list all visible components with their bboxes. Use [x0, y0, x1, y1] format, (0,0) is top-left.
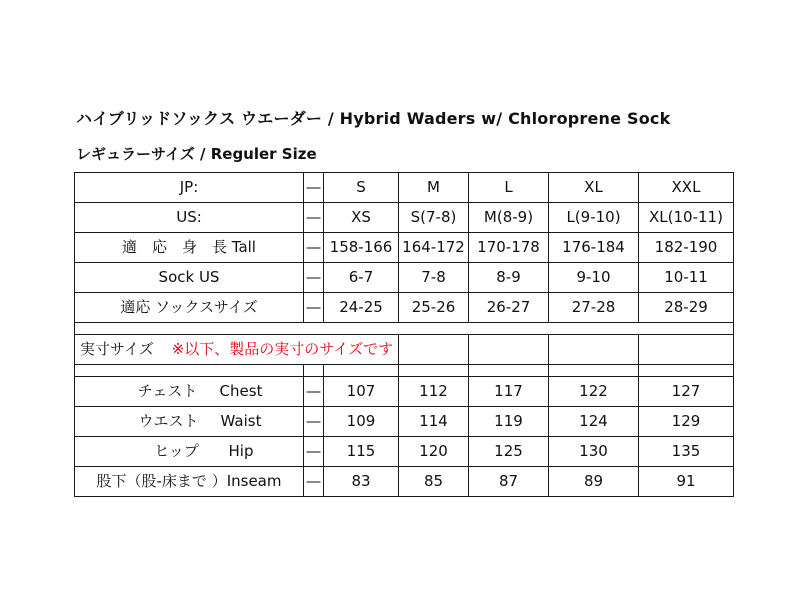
table-row-hip	[75, 437, 734, 467]
table-cell: 119	[469, 407, 549, 437]
chart-subtitle: レギュラーサイズ / Reguler Size	[76, 145, 317, 163]
table-cell: 125	[469, 437, 549, 467]
chart-title: ハイブリッドソックス ウエーダー / Hybrid Waders w/ Chloroprene Sock	[76, 109, 671, 128]
empty-cell	[639, 335, 734, 365]
table-cell: 158-166	[324, 233, 399, 263]
table-row-sock-us	[75, 263, 734, 293]
table-cell: 91	[639, 467, 734, 497]
section-note: ※以下、製品の実寸のサイズです	[171, 340, 394, 358]
table-cell: 6-7	[324, 263, 399, 293]
table-cell: 117	[469, 377, 549, 407]
empty-cell	[639, 365, 734, 377]
table-cell: 120	[399, 437, 469, 467]
table-cell: XXL	[639, 173, 734, 203]
row-label-ja: ヒップ	[154, 442, 199, 460]
table-cell: XS	[324, 203, 399, 233]
table-cell: 182-190	[639, 233, 734, 263]
table-row-sock-size	[75, 293, 734, 323]
table-row-jp-size	[75, 173, 734, 203]
row-label-ja: 股下（股-床まで ）	[96, 472, 227, 490]
empty-cell	[399, 365, 469, 377]
spacer-cell	[75, 323, 734, 335]
dash-cell: ―	[304, 467, 324, 497]
table-row-waist	[75, 407, 734, 437]
table-cell: 135	[639, 437, 734, 467]
table-cell: 124	[549, 407, 639, 437]
section-header-row	[75, 335, 734, 365]
table-cell: 28-29	[639, 293, 734, 323]
table-row-inseam	[75, 467, 734, 497]
row-label-waist	[75, 407, 304, 437]
row-label-en: Waist	[220, 412, 262, 430]
table-cell: M(8-9)	[469, 203, 549, 233]
row-label-ja: ウエスト	[138, 412, 199, 430]
dash-cell: ―	[304, 263, 324, 293]
spacer-row	[75, 365, 734, 377]
row-label-jp: JP:	[75, 173, 304, 203]
spacer-row	[75, 323, 734, 335]
table-cell: 129	[639, 407, 734, 437]
table-cell: 127	[639, 377, 734, 407]
dash-cell: ―	[304, 293, 324, 323]
table-cell: 7-8	[399, 263, 469, 293]
table-cell: 114	[399, 407, 469, 437]
table-cell: 83	[324, 467, 399, 497]
dash-cell: ―	[304, 233, 324, 263]
row-label-en: Inseam	[226, 472, 282, 490]
row-label-hip	[75, 437, 304, 467]
row-label-en: Hip	[228, 442, 254, 460]
table-cell: L(9-10)	[549, 203, 639, 233]
table-cell: 24-25	[324, 293, 399, 323]
dash-cell: ―	[304, 437, 324, 467]
table-cell: 170-178	[469, 233, 549, 263]
table-cell: 176-184	[549, 233, 639, 263]
table-cell: 27-28	[549, 293, 639, 323]
table-row-us-size	[75, 203, 734, 233]
empty-cell	[304, 365, 324, 377]
table-cell: 130	[549, 437, 639, 467]
empty-cell	[399, 335, 469, 365]
table-cell: L	[469, 173, 549, 203]
table-cell: S(7-8)	[399, 203, 469, 233]
table-cell: XL	[549, 173, 639, 203]
table-cell: 89	[549, 467, 639, 497]
row-label-ja: チェスト	[137, 382, 198, 400]
row-label-chest	[75, 377, 304, 407]
table-cell: 8-9	[469, 263, 549, 293]
empty-cell	[469, 335, 549, 365]
section-header-cell	[75, 335, 399, 365]
empty-cell	[549, 335, 639, 365]
row-label-inseam	[75, 467, 304, 497]
row-label-en: Chest	[219, 382, 263, 400]
dash-cell: ―	[304, 377, 324, 407]
table-row-tall	[75, 233, 734, 263]
table-cell: 25-26	[399, 293, 469, 323]
table-cell: 10-11	[639, 263, 734, 293]
table-cell: M	[399, 173, 469, 203]
dash-cell: ―	[304, 203, 324, 233]
empty-cell	[549, 365, 639, 377]
table-cell: 122	[549, 377, 639, 407]
table-cell: 85	[399, 467, 469, 497]
empty-cell	[469, 365, 549, 377]
row-label-sock-size: 適応 ソックスサイズ	[75, 293, 304, 323]
table-cell: 26-27	[469, 293, 549, 323]
table-cell: 87	[469, 467, 549, 497]
table-cell: 9-10	[549, 263, 639, 293]
row-label-us: US:	[75, 203, 304, 233]
table-cell: XL(10-11)	[639, 203, 734, 233]
table-cell: 164-172	[399, 233, 469, 263]
row-label-tall: 適 応 身 長 Tall	[75, 233, 304, 263]
table-cell: 115	[324, 437, 399, 467]
empty-cell	[75, 365, 304, 377]
table-cell: S	[324, 173, 399, 203]
table-row-chest	[75, 377, 734, 407]
empty-cell	[324, 365, 399, 377]
table-cell: 109	[324, 407, 399, 437]
size-chart-table	[74, 172, 734, 497]
dash-cell: ―	[304, 407, 324, 437]
row-label-sock-us: Sock US	[75, 263, 304, 293]
section-label: 実寸サイズ	[79, 340, 154, 358]
table-cell: 107	[324, 377, 399, 407]
dash-cell: ―	[304, 173, 324, 203]
table-cell: 112	[399, 377, 469, 407]
